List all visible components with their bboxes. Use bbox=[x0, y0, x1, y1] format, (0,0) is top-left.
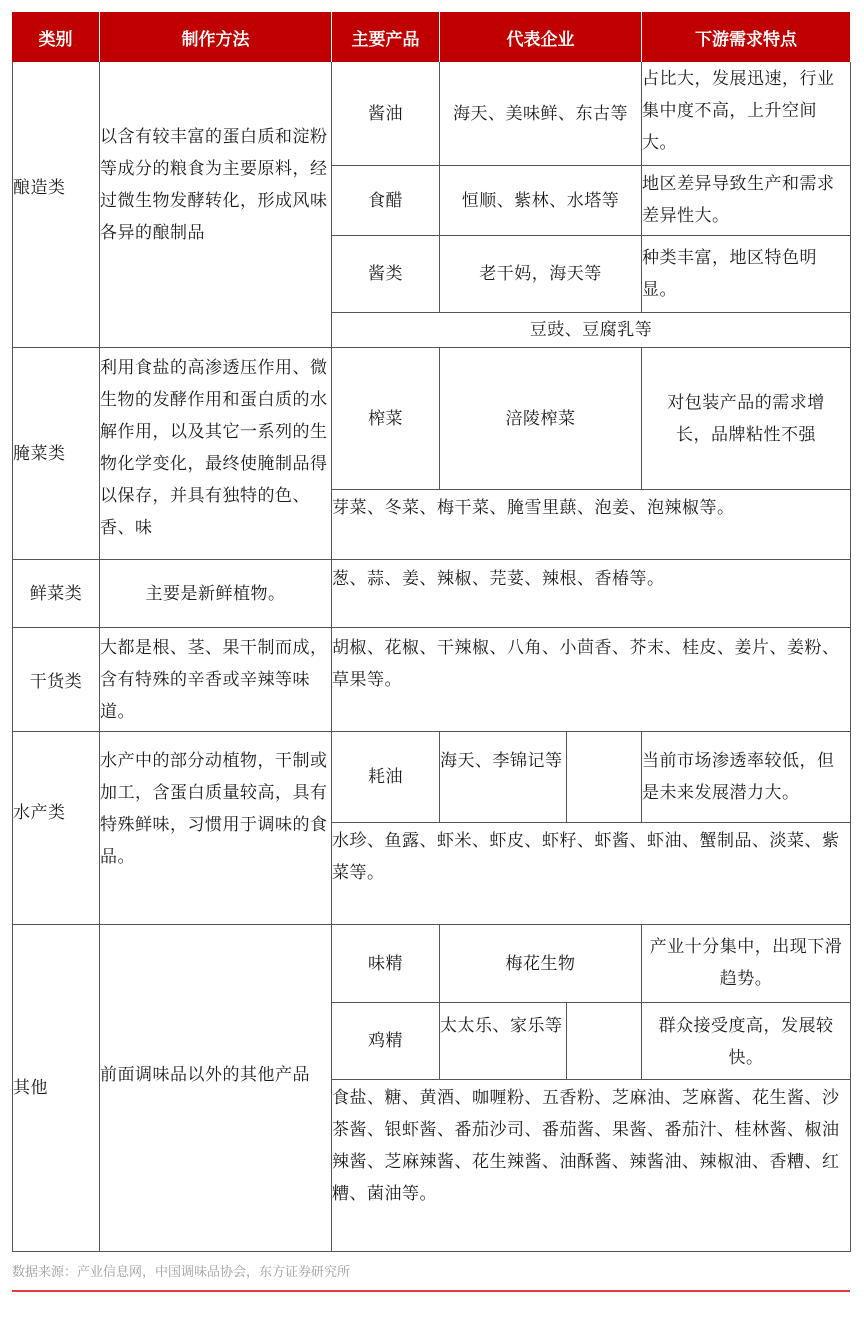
product-paste: 酱类 bbox=[368, 264, 403, 284]
company-oyster-sauce: 海天、李锦记等 bbox=[440, 751, 563, 771]
others-other: 食盐、糖、黄酒、咖喱粉、五香粉、芝麻油、芝麻酱、花生酱、沙茶酱、银虾酱、番茄沙司、番茄酱、果酱、番茄汁、桂林酱、椒油辣酱、芝麻辣酱、花生辣酱、油酥酱、辣酱油、辣椒油、香糟、红糟、菌油等。 bbox=[332, 1088, 840, 1204]
header-company: 代表企业 bbox=[440, 12, 641, 62]
header-demand: 下游需求特点 bbox=[642, 12, 850, 62]
demand-chicken-essence: 群众接受度高，发展较快。 bbox=[658, 1016, 834, 1068]
others-brewed: 豆豉、豆腐乳等 bbox=[529, 320, 653, 340]
method-brewed: 以含有较丰富的蛋白质和淀粉等成分的粮食为主要原料，经过微生物发酵转化，形成风味各异的酿制品 bbox=[100, 127, 328, 243]
method-fresh: 主要是新鲜植物。 bbox=[145, 583, 286, 604]
company-vinegar: 恒顺、紫林、水塔等 bbox=[461, 190, 620, 211]
category-fresh: 鲜菜类 bbox=[29, 583, 83, 604]
demand-oyster-sauce: 当前市场渗透率较低，但是未来发展潜力大。 bbox=[642, 751, 835, 803]
header-method: 制作方法 bbox=[100, 12, 331, 62]
others-pickled: 芽菜、冬菜、梅干菜、腌雪里蕻、泡姜、泡辣椒等。 bbox=[332, 498, 735, 518]
demand-paste: 种类丰富，地区特色明显。 bbox=[642, 248, 817, 300]
demand-zhacai: 对包装产品的需求增长，品牌粘性不强 bbox=[667, 392, 825, 445]
data-source: 数据来源：产业信息网，中国调味品协会，东方证券研究所 bbox=[12, 1265, 351, 1280]
product-msg: 味精 bbox=[368, 953, 403, 974]
product-chicken-essence: 鸡精 bbox=[368, 1031, 403, 1051]
category-brewed: 酿造类 bbox=[13, 178, 66, 198]
others-fresh: 葱、蒜、姜、辣椒、芫荽、辣根、香椿等。 bbox=[332, 569, 665, 589]
category-pickled: 腌菜类 bbox=[13, 443, 66, 464]
category-other: 其他 bbox=[13, 1078, 48, 1098]
product-soy-sauce: 酱油 bbox=[368, 104, 403, 124]
demand-soy-sauce: 占比大，发展迅速，行业集中度不高，上升空间大。 bbox=[642, 69, 835, 153]
method-dried: 大都是根、茎、果干制而成，含有特殊的辛香或辛辣等味道。 bbox=[100, 638, 328, 722]
header-product: 主要产品 bbox=[332, 12, 439, 62]
category-aquatic: 水产类 bbox=[13, 803, 66, 823]
company-paste: 老干妈，海天等 bbox=[479, 264, 602, 284]
footer-rule bbox=[12, 1290, 850, 1292]
method-other: 前面调味品以外的其他产品 bbox=[100, 1065, 310, 1085]
company-soy-sauce: 海天、美味鲜、东古等 bbox=[453, 104, 628, 124]
header-category: 类别 bbox=[12, 12, 99, 62]
method-pickled: 利用食盐的高渗透压作用、微生物的发酵作用和蛋白质的水解作用，以及其它一系列的生物化学变化，最终使腌制品得以保存，并具有独特的色、香、味 bbox=[100, 358, 328, 538]
category-dried: 干货类 bbox=[29, 671, 83, 692]
others-dried: 胡椒、花椒、干辣椒、八角、小茴香、芥末、桂皮、姜片、姜粉、草果等。 bbox=[332, 638, 840, 690]
company-msg: 梅花生物 bbox=[505, 953, 576, 974]
demand-msg: 产业十分集中，出现下滑趋势。 bbox=[649, 937, 843, 989]
company-chicken-essence: 太太乐、家乐等 bbox=[440, 1016, 563, 1036]
product-oyster-sauce: 耗油 bbox=[368, 767, 403, 787]
product-zhacai: 榨菜 bbox=[368, 408, 403, 429]
product-vinegar: 食醋 bbox=[368, 190, 403, 211]
method-aquatic: 水产中的部分动植物，干制或加工，含蛋白质量较高，具有特殊鲜味，习惯用于调味的食品。 bbox=[100, 751, 328, 867]
demand-vinegar: 地区差异导致生产和需求差异性大。 bbox=[642, 174, 835, 226]
others-aquatic: 水珍、鱼露、虾米、虾皮、虾籽、虾酱、虾油、蟹制品、淡菜、紫菜等。 bbox=[332, 831, 840, 883]
company-zhacai: 涪陵榨菜 bbox=[505, 408, 576, 429]
